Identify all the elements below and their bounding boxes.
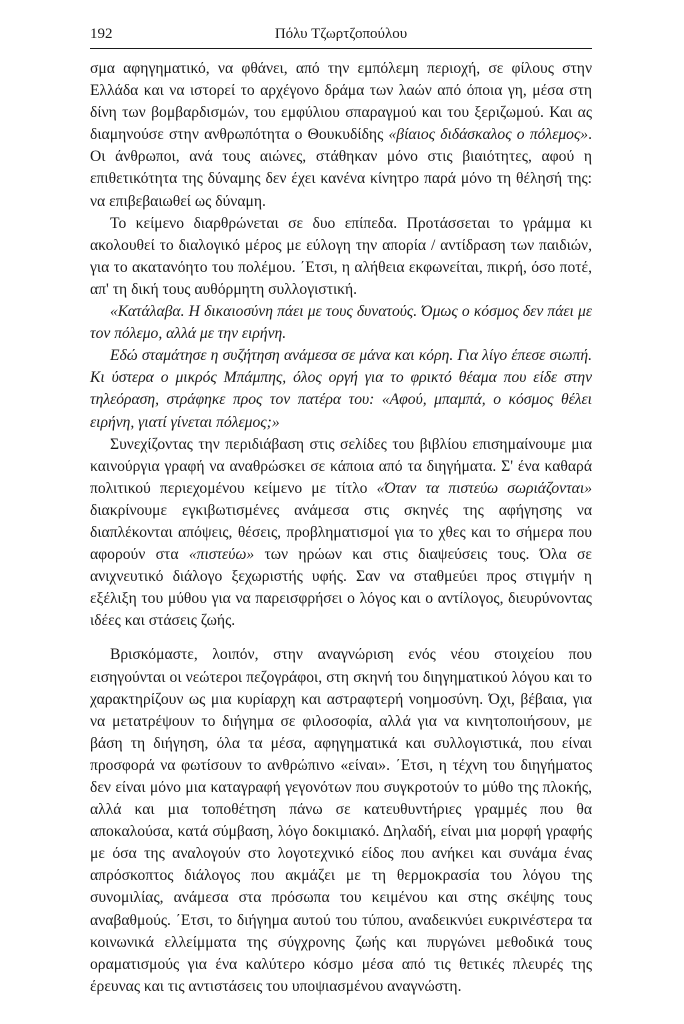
italic-text-run: «πιστεύω»: [188, 546, 255, 564]
page-number: 192: [90, 26, 113, 42]
paragraph: [90, 644, 592, 998]
body-text: [90, 58, 592, 998]
paragraph: [90, 301, 592, 345]
text-run: των ηρώων και στις διαψεύσεις τους. Όλα σε ανιχνευτικό διάλογο ξεχωριστής υφής. Σαν να σταθμεύει προς στιγμήν η εξέλιξη του μύθου για να παρεισφρήσει ο λόγος και ο αντίλογος, διευρύνοντας ιδέες και στάσεις ζωής.: [90, 546, 592, 630]
paragraph: [90, 434, 592, 633]
italic-text-run: «βίαιος διδάσκαλος ο πόλεμος»: [388, 126, 589, 144]
text-run: . Οι άνθρωποι, ανά τους αιώνες, στάθηκαν μόνο στις βιαιότητες, αφού η επιθετικότητα της δύναμης δεν έχει κανένα κίνητρο παρά μόνο τη θέλησή της: να επιβεβαιωθεί ως δύναμη.: [90, 126, 592, 210]
running-header: [90, 26, 592, 47]
text-run: σμα αφηγηματικό, να φθάνει, από την εμπόλεμη περιοχή, σε φίλους στην Ελλάδα και να ιστορεί το αρχέγονο δράμα των λαών από όποια γη, μέσα στη δίνη των βομβαρδισμών, του εμφύλιου σπαραγμού και του ξεριζωμού. Και ας διαμηνούσε στην ανθρωπότητα ο Θουκυδίδης: [90, 60, 592, 144]
paragraph: [90, 345, 592, 433]
running-title: Πόλυ Τζωρτζοπούλου: [274, 26, 408, 42]
text-run: διακρίνουμε εγκιβωτισμένες ανάμεσα στις σκηνές της αφήγησης να διαπλέκονται απόψεις, θέσεις, προβληματισμοί για το χθες και το σήμερα που αφορούν στα: [90, 501, 592, 564]
text-run: Το κείμενο διαρθρώνεται σε δυο επίπεδα. Προτάσσεται το γράμμα κι ακολουθεί το διαλογικό μέρος με εύλογη την απορία / αντίδραση των παιδιών, για το ακατανόητο του πολέμου. ΄Ετσι, η αλήθεια εκφωνείται, πικρή, όσο ποτέ, απ' τη δική τους αυθόρμητη συλλογιστική.: [90, 214, 592, 298]
paragraph: [90, 213, 592, 301]
italic-text-run: Εδώ σταμάτησε η συζήτηση ανάμεσα σε μάνα και κόρη. Για λίγο έπεσε σιωπή. Κι ύστερα ο μικρός Μπάμπης, όλος οργή για το φρικτό θέαμα που είδε στην τηλεόραση, στράφηκε προς τον πατέρα του: «Αφού, μπαμπά, ο κόσμος θέλει ειρήνη, γιατί γίνεται πόλεμος;»: [90, 347, 592, 431]
italic-text-run: «Όταν τα πιστεύω σωριάζονται»: [376, 479, 592, 497]
header-rule: [90, 48, 592, 49]
text-run: Βρισκόμαστε, λοιπόν, στην αναγνώριση ενός νέου στοιχείου που εισηγούνται οι νεώτεροι πεζογράφοι, στη σκηνή του διηγηματικού λόγου και το χαρακτηρίζουν ως μια κυρίαρχη και αστραφτερή νοημοσύνη. Όχι, βέβαια, για να μετατρέψουν το διήγημα σε φιλοσοφία, αλλά για να κινητοποιήσουν, με βάση τη διήγηση, όλα τα μέσα, αφηγηματικά και συλλογιστικά, που είναι προσφορά να φωτίσουν το ανθρώπινο «είναι». ΄Ετσι, η τέχνη του διηγήματος δεν είναι μόνο μια καταγραφή γεγονότων που συγκροτούν το μύθο της πλοκής, αλλά και μια τοποθέτηση πάνω σε κατευθυντήριες γραμμές που θα αποκαλούσα, κατά σύμβαση, λόγο δοκιμιακό. Δηλαδή, είναι μια μορφή γραφής με όσα της αναλογούν στο λογοτεχνικό είδος που ανήκει και συνάμα ένας απρόσκοπτος διάλογος που ακμάζει με τη θερμοκρασία του λόγου της συνομιλίας, ανάμεσα στα πρόσωπα του κειμένου και στης σκέψης τους αναβαθμούς. ΄Ετσι, το διήγημα αυτού του τύπου, αναδεικνύει ευκρινέστερα τα κοινωνικά ελλείμματα της σύγχρονης ζωής και πυργώνει μεθοδικά τους οραματισμούς για ένα καλύτερο κόσμο μέσα από τις θετικές πλευρές της έρευνας και τις αντιστάσεις του υποψιασμένου αναγνώστη.: [90, 646, 592, 995]
paragraph: [90, 58, 592, 213]
italic-text-run: «Κατάλαβα. Η δικαιοσύνη πάει με τους δυνατούς. Όμως ο κόσμος δεν πάει με τον πόλεμο, αλλά με την ειρήνη.: [90, 303, 592, 343]
text-run: Συνεχίζοντας την περιδιάβαση στις σελίδες του βιβλίου επισημαίνουμε μια καινούργια γραφή να αναθρώσκει σε κάποια από τα διηγήματα. Σ' ένα καθαρά πολιτικού περιεχομένου κείμενο με τίτλο: [90, 435, 592, 497]
paragraph-gap: [90, 632, 592, 644]
